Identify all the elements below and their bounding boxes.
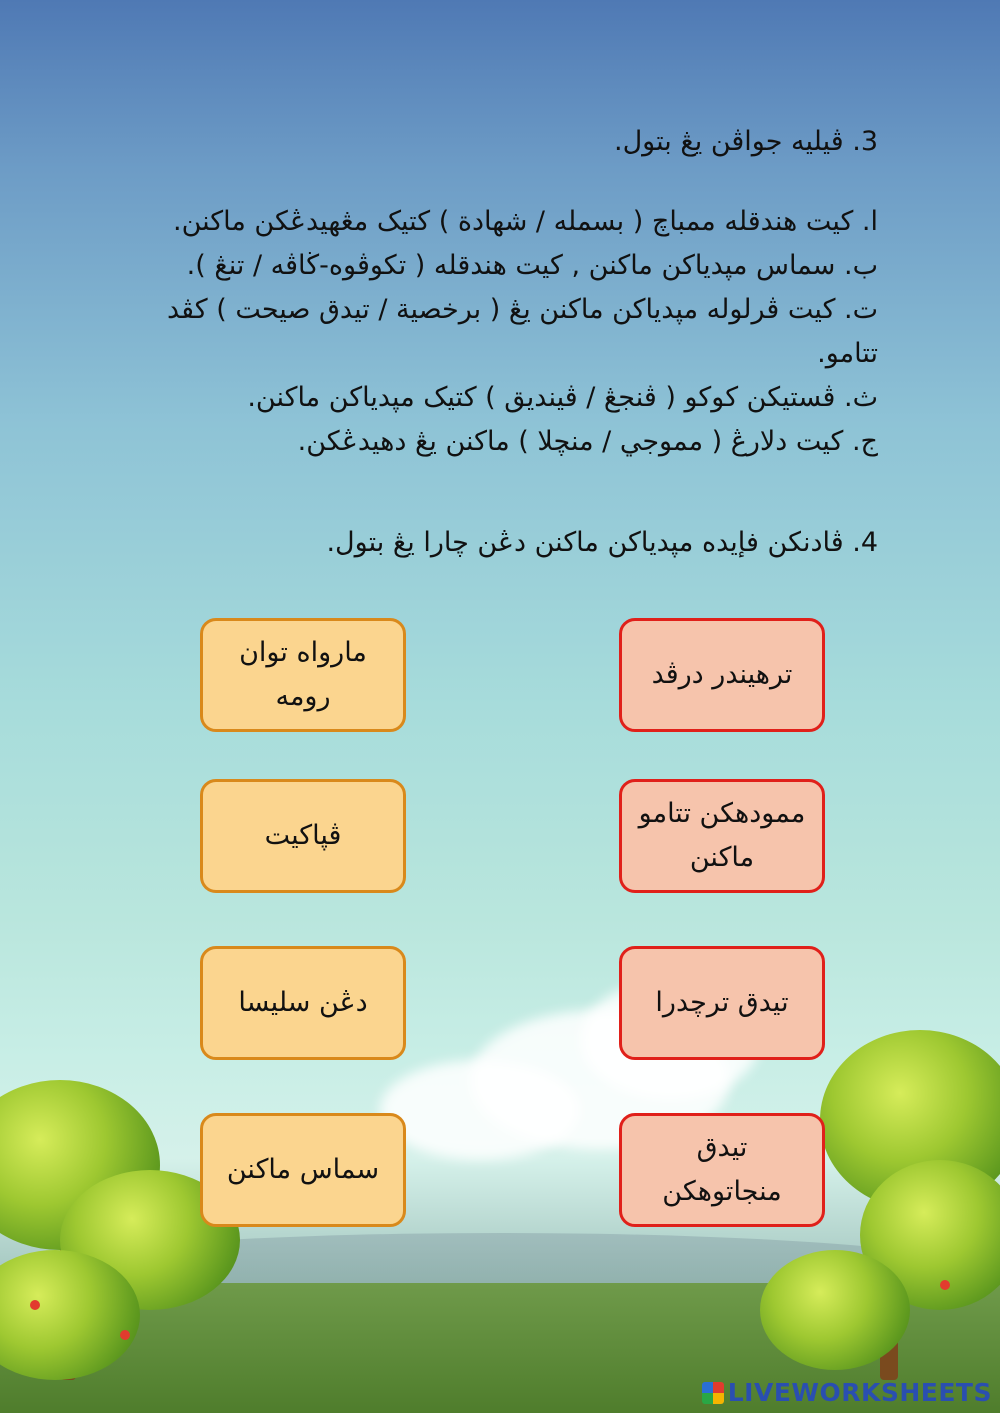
match-box-left[interactable] xyxy=(200,946,406,1060)
question-3-item: ا. كيت هندقله ممباچ ( بسمله / شهادة ) كتيک مڠهيدڠكن ماكنن. xyxy=(173,206,878,237)
flower-decoration xyxy=(120,1330,130,1340)
question-3-title: 3. ڤيليه جواڤن يڠ بتول. xyxy=(613,126,878,157)
question-3-item: ب. سماس مپدياكن ماكنن , كيت هندقله ( تكوڤوه-ڬاڤه / تنڠ ). xyxy=(186,250,878,281)
match-box-left[interactable] xyxy=(200,1113,406,1227)
match-box-left-label: ڤپاكيت xyxy=(264,820,342,851)
match-box-right[interactable] xyxy=(619,618,825,732)
match-box-right-label: ممودهكن تتامو ماكنن xyxy=(638,798,806,873)
match-box-left-label: سماس ماكنن xyxy=(226,1154,380,1185)
flower-decoration xyxy=(940,1280,950,1290)
flower-decoration xyxy=(30,1300,40,1310)
match-box-left[interactable] xyxy=(200,618,406,732)
liveworksheets-logo-text: LIVEWORKSHEETS xyxy=(727,1378,992,1407)
match-box-right[interactable] xyxy=(619,946,825,1060)
liveworksheets-logo xyxy=(702,1378,992,1407)
match-box-right[interactable] xyxy=(619,779,825,893)
question-3-item: ج. كيت دلارڠ ( مموجي / منچلا ) ماكنن يڠ دهيدڠكن. xyxy=(297,426,878,457)
match-box-left-label: دڠن سليسا xyxy=(238,987,368,1018)
match-box-right-label: ترهيندر درڤد xyxy=(651,659,793,690)
match-box-left[interactable] xyxy=(200,779,406,893)
match-box-left-label: مارواه توان رومه xyxy=(239,637,367,712)
match-box-right[interactable] xyxy=(619,1113,825,1227)
cloud-decoration xyxy=(380,1060,580,1160)
tree-decoration xyxy=(760,1250,910,1370)
question-3-item: ت. كيت ڤرلوله مپدياكن ماكنن يڠ ( برخصية / تيدق صيحت ) كڤد تتامو. xyxy=(166,294,878,369)
question-3-list xyxy=(148,200,878,464)
question-4-title: 4. ڤادنكن فإيده مپدياكن ماكنن دڠن چارا يڠ بتول. xyxy=(326,527,878,558)
question-3-item: ث. ڤستيكن كوكو ( ڤنجڠ / ڤينديق ) كتيک مپدياكن ماكنن. xyxy=(247,382,878,413)
liveworksheets-logo-icon xyxy=(702,1382,724,1404)
match-box-right-label: تيدق منجاتوهكن xyxy=(662,1132,782,1207)
match-box-right-label: تيدق ترچدرا xyxy=(655,987,789,1018)
